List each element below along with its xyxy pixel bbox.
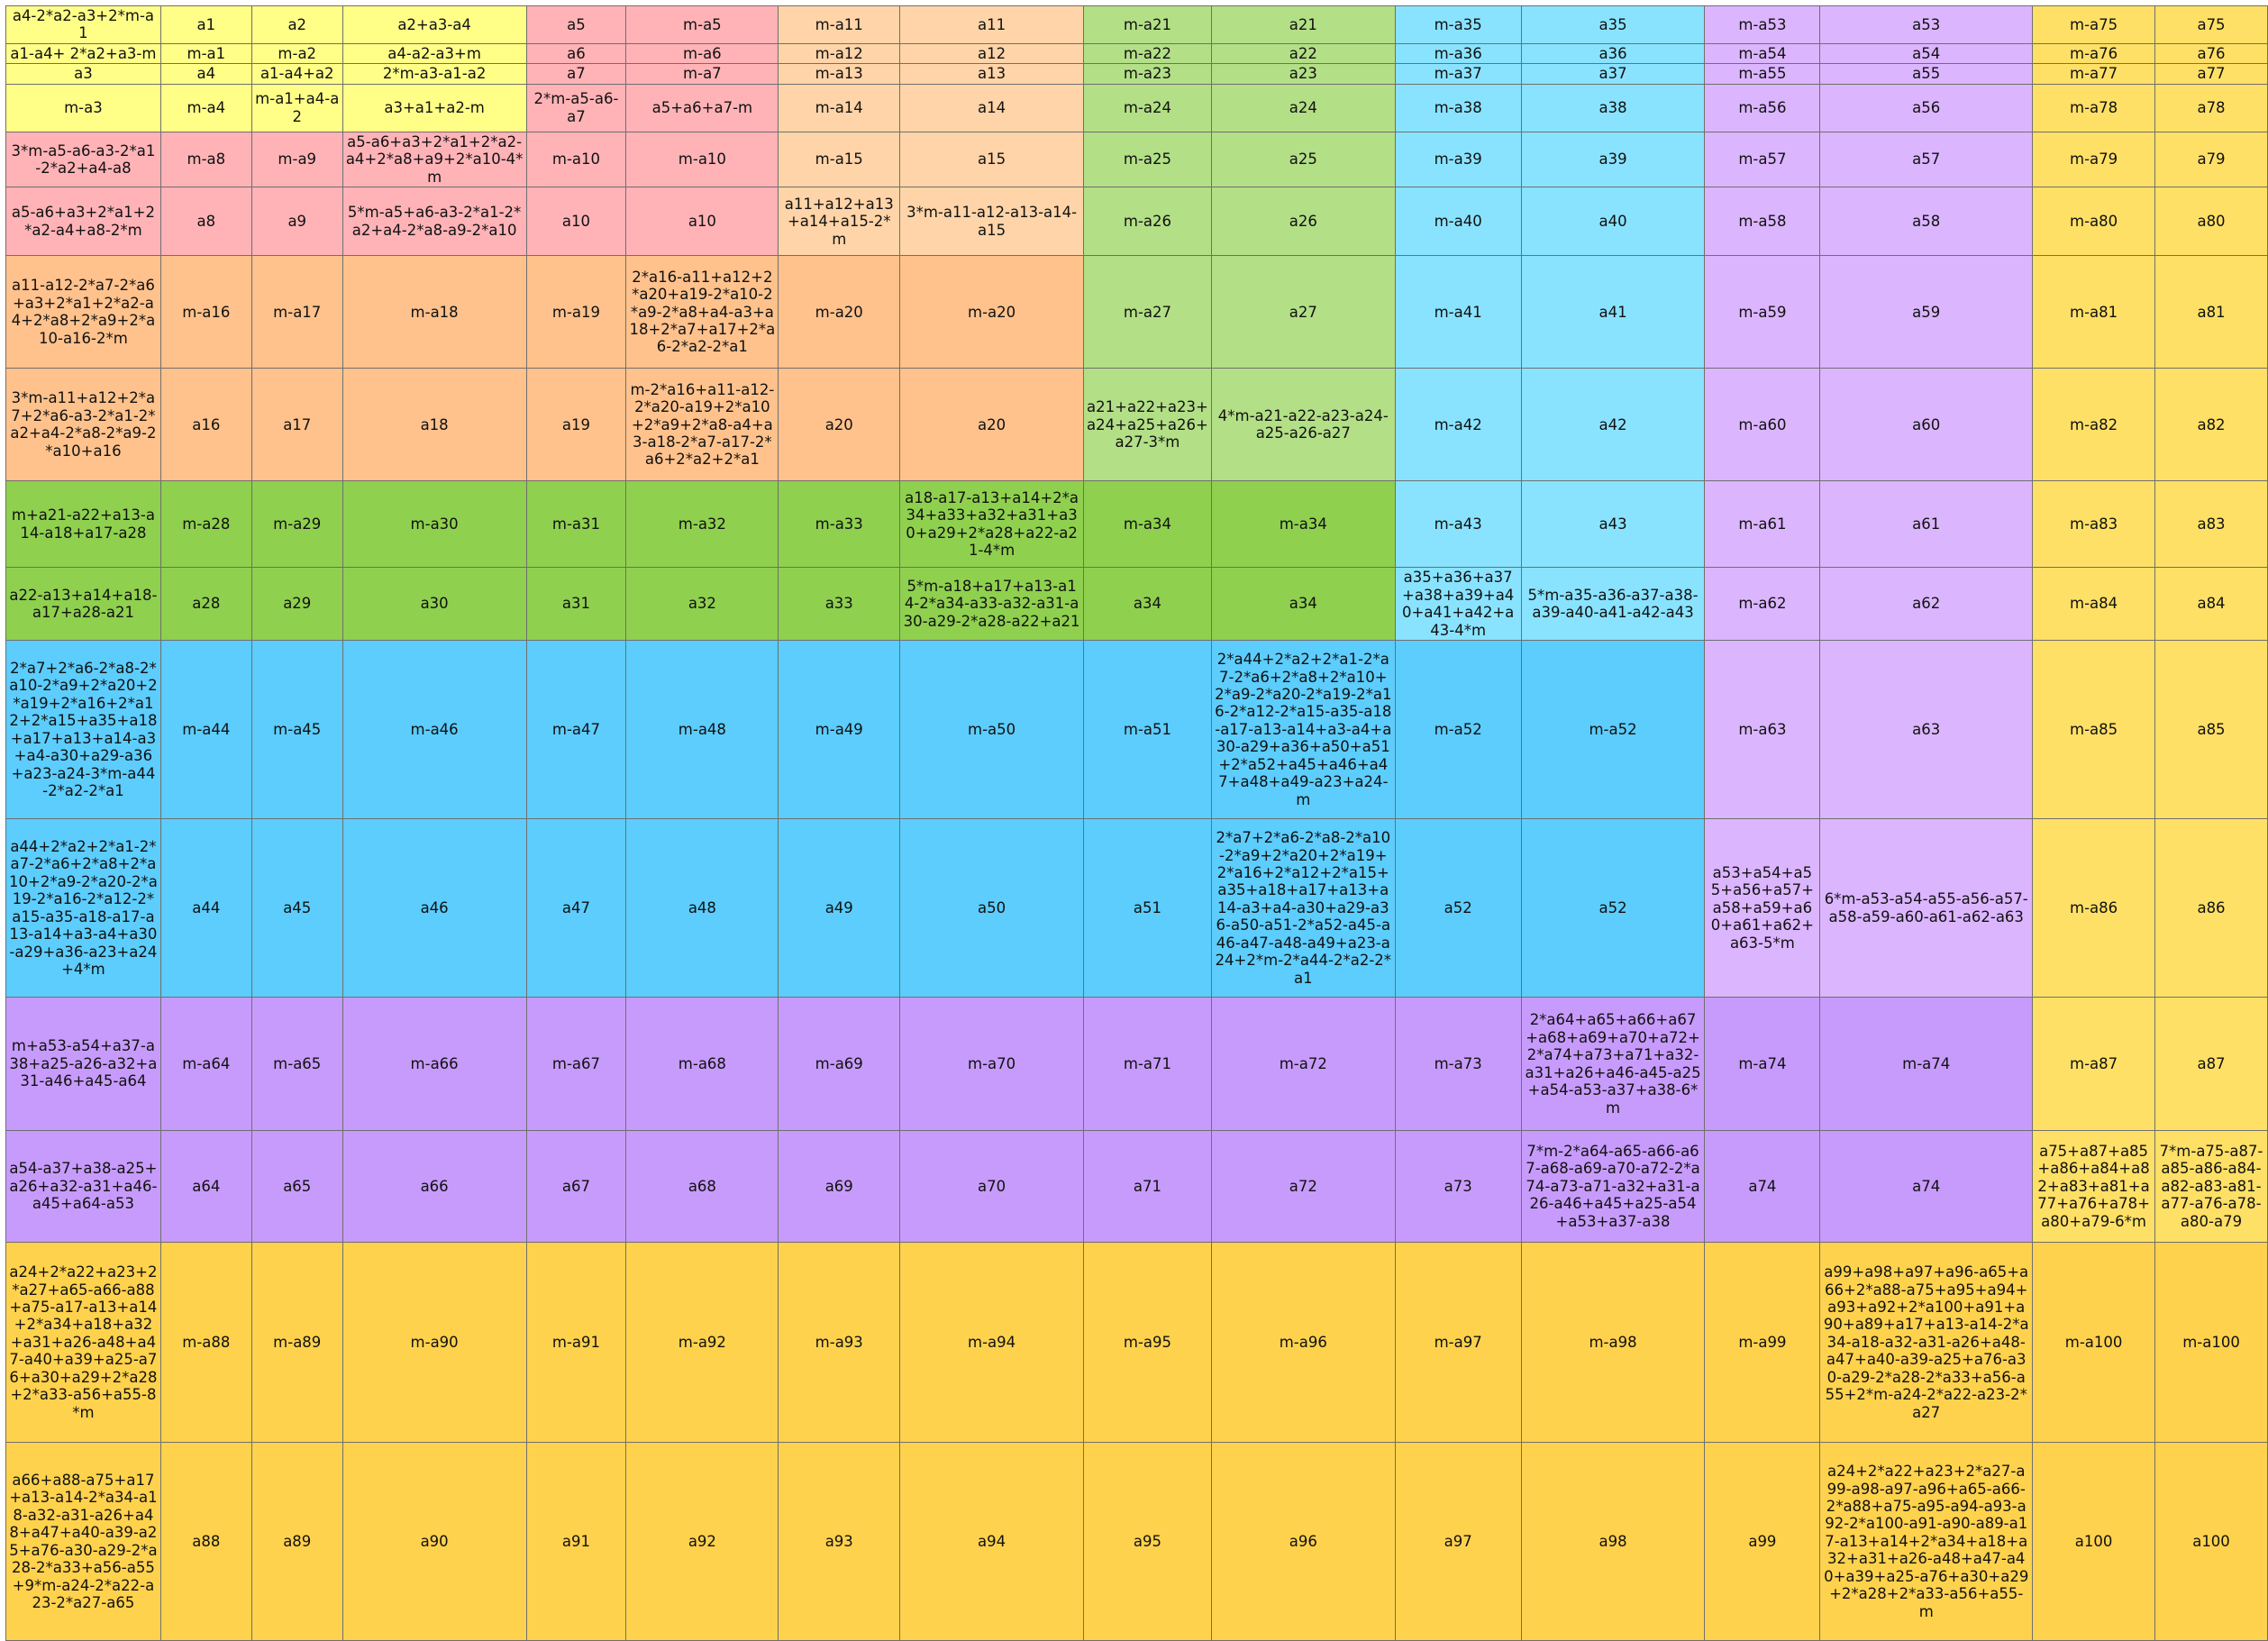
cell-r10-c1[interactable]: a22-a13+a14+a18-a17+a28-a21	[6, 568, 161, 641]
cell-r3-c10[interactable]: a23	[1211, 64, 1395, 84]
cell-r10-c13[interactable]: m-a62	[1705, 568, 1820, 641]
cell-r13-c2[interactable]: m-a64	[160, 998, 251, 1131]
cell-r12-c4[interactable]: a46	[342, 819, 526, 998]
cell-r4-c16[interactable]: a78	[2155, 84, 2268, 132]
table-row	[6, 64, 2268, 84]
cell-r6-c2[interactable]: a8	[160, 187, 251, 256]
table-row	[6, 1443, 2268, 1641]
cell-r14-c16[interactable]: 7*m-a75-a87-a85-a86-a84-a82-a83-a81-a77-a76-a78-a80-a79	[2155, 1131, 2268, 1243]
cell-r14-c5[interactable]: a67	[526, 1131, 626, 1243]
cell-r6-c8[interactable]: 3*m-a11-a12-a13-a14-a15	[900, 187, 1084, 256]
cell-r14-c3[interactable]: a65	[251, 1131, 342, 1243]
cell-r11-c6[interactable]: m-a48	[626, 641, 779, 819]
cell-r7-c13[interactable]: m-a59	[1705, 256, 1820, 369]
cell-r5-c9[interactable]: m-a25	[1084, 132, 1212, 187]
cell-r15-c15[interactable]: m-a100	[2033, 1243, 2155, 1443]
cell-r3-c8[interactable]: a13	[900, 64, 1084, 84]
table-row	[6, 84, 2268, 132]
cell-r1-c1[interactable]: a4-2*a2-a3+2*m-a1	[6, 6, 161, 44]
cell-r8-c10[interactable]: 4*m-a21-a22-a23-a24-a25-a26-a27	[1211, 369, 1395, 481]
cell-r14-c12[interactable]: 7*m-2*a64-a65-a66-a67-a68-a69-a70-a72-2*a74-a73-a71-a32+a31-a26-a46+a45+a25-a54+a53+a37-a38	[1521, 1131, 1705, 1243]
cell-r4-c12[interactable]: a38	[1521, 84, 1705, 132]
cell-r11-c9[interactable]: m-a51	[1084, 641, 1212, 819]
cell-r16-c9[interactable]: a95	[1084, 1443, 1212, 1641]
cell-r12-c6[interactable]: a48	[626, 819, 779, 998]
cell-r3-c7[interactable]: m-a13	[779, 64, 900, 84]
cell-r5-c4[interactable]: a5-a6+a3+2*a1+2*a2-a4+2*a8+a9+2*a10-4*m	[342, 132, 526, 187]
cell-r16-c3[interactable]: a89	[251, 1443, 342, 1641]
cell-r1-c13[interactable]: m-a53	[1705, 6, 1820, 44]
cell-r13-c16[interactable]: a87	[2155, 998, 2268, 1131]
cell-r11-c7[interactable]: m-a49	[779, 641, 900, 819]
cell-r1-c10[interactable]: a21	[1211, 6, 1395, 44]
cell-r15-c1[interactable]: a24+2*a22+a23+2*a27+a65-a66-a88+a75-a17-a13+a14+2*a34+a18+a32+a31+a26-a48+a47-a40+a39+a25-a76+a30+a29+2*a28+2*a33-a56+a55-8*m	[6, 1243, 161, 1443]
cell-r7-c6[interactable]: 2*a16-a11+a12+2*a20+a19-2*a10-2*a9-2*a8+a4-a3+a18+2*a7+a17+2*a6-2*a2-2*a1	[626, 256, 779, 369]
cell-r9-c4[interactable]: m-a30	[342, 481, 526, 568]
table-row	[6, 819, 2268, 998]
cell-r3-c14[interactable]: a55	[1820, 64, 2033, 84]
cell-r14-c11[interactable]: a73	[1395, 1131, 1521, 1243]
cell-r13-c14[interactable]: m-a74	[1820, 998, 2033, 1131]
cell-r1-c15[interactable]: m-a75	[2033, 6, 2155, 44]
cell-r6-c11[interactable]: m-a40	[1395, 187, 1521, 256]
cell-r15-c10[interactable]: m-a96	[1211, 1243, 1395, 1443]
cell-r15-c11[interactable]: m-a97	[1395, 1243, 1521, 1443]
cell-r2-c9[interactable]: m-a22	[1084, 43, 1212, 63]
cell-r7-c9[interactable]: m-a27	[1084, 256, 1212, 369]
cell-r7-c2[interactable]: m-a16	[160, 256, 251, 369]
cell-r11-c1[interactable]: 2*a7+2*a6-2*a8-2*a10-2*a9+2*a20+2*a19+2*a16+2*a12+2*a15+a35+a18+a17+a13+a14-a3+a4-a30+a29-a36+a23-a24-3*m-a44-2*a2-2*a1	[6, 641, 161, 819]
cell-r5-c2[interactable]: m-a8	[160, 132, 251, 187]
cell-r10-c5[interactable]: a31	[526, 568, 626, 641]
cell-r15-c6[interactable]: m-a92	[626, 1243, 779, 1443]
cell-r7-c8[interactable]: m-a20	[900, 256, 1084, 369]
cell-r4-c11[interactable]: m-a38	[1395, 84, 1521, 132]
cell-r14-c6[interactable]: a68	[626, 1131, 779, 1243]
table-row	[6, 369, 2268, 481]
cell-r8-c11[interactable]: m-a42	[1395, 369, 1521, 481]
cell-r2-c8[interactable]: a12	[900, 43, 1084, 63]
cell-r16-c15[interactable]: a100	[2033, 1443, 2155, 1641]
cell-r6-c10[interactable]: a26	[1211, 187, 1395, 256]
cell-r14-c10[interactable]: a72	[1211, 1131, 1395, 1243]
cell-r6-c3[interactable]: a9	[251, 187, 342, 256]
cell-r4-c9[interactable]: m-a24	[1084, 84, 1212, 132]
cell-r9-c13[interactable]: m-a61	[1705, 481, 1820, 568]
cell-r16-c16[interactable]: a100	[2155, 1443, 2268, 1641]
cell-r3-c13[interactable]: m-a55	[1705, 64, 1820, 84]
cell-r15-c12[interactable]: m-a98	[1521, 1243, 1705, 1443]
cell-r8-c9[interactable]: a21+a22+a23+a24+a25+a26+a27-3*m	[1084, 369, 1212, 481]
cell-r2-c7[interactable]: m-a12	[779, 43, 900, 63]
table-row	[6, 43, 2268, 63]
cell-r6-c9[interactable]: m-a26	[1084, 187, 1212, 256]
cell-r7-c12[interactable]: a41	[1521, 256, 1705, 369]
cell-r15-c13[interactable]: m-a99	[1705, 1243, 1820, 1443]
cell-r14-c14[interactable]: a74	[1820, 1131, 2033, 1243]
cell-r15-c5[interactable]: m-a91	[526, 1243, 626, 1443]
table-row	[6, 1131, 2268, 1243]
cell-r9-c10[interactable]: m-a34	[1211, 481, 1395, 568]
cell-r4-c3[interactable]: m-a1+a4-a2	[251, 84, 342, 132]
cell-r11-c10[interactable]: 2*a44+2*a2+2*a1-2*a7-2*a6+2*a8+2*a10+2*a9-2*a20-2*a19-2*a16-2*a12-2*a15-a35-a18-a17-a13-a14+a3-a4+a30-a29+a36+a50+a51+2*a52+a45+a46+a47+a48+a49-a23+a24-m	[1211, 641, 1395, 819]
cell-r15-c9[interactable]: m-a95	[1084, 1243, 1212, 1443]
cell-r1-c11[interactable]: m-a35	[1395, 6, 1521, 44]
cell-r14-c15[interactable]: a75+a87+a85+a86+a84+a82+a83+a81+a77+a76+a78+a80+a79-6*m	[2033, 1131, 2155, 1243]
cell-r10-c3[interactable]: a29	[251, 568, 342, 641]
cell-r8-c4[interactable]: a18	[342, 369, 526, 481]
cell-r3-c12[interactable]: a37	[1521, 64, 1705, 84]
cell-r13-c15[interactable]: m-a87	[2033, 998, 2155, 1131]
cell-r5-c7[interactable]: m-a15	[779, 132, 900, 187]
cell-r5-c6[interactable]: m-a10	[626, 132, 779, 187]
cell-r11-c15[interactable]: m-a85	[2033, 641, 2155, 819]
cell-r1-c16[interactable]: a75	[2155, 6, 2268, 44]
cell-r6-c14[interactable]: a58	[1820, 187, 2033, 256]
cell-r16-c2[interactable]: a88	[160, 1443, 251, 1641]
cell-r2-c14[interactable]: a54	[1820, 43, 2033, 63]
cell-r8-c14[interactable]: a60	[1820, 369, 2033, 481]
cell-r15-c8[interactable]: m-a94	[900, 1243, 1084, 1443]
cell-r7-c15[interactable]: m-a81	[2033, 256, 2155, 369]
cell-r10-c16[interactable]: a84	[2155, 568, 2268, 641]
cell-r1-c9[interactable]: m-a21	[1084, 6, 1212, 44]
cell-r11-c8[interactable]: m-a50	[900, 641, 1084, 819]
cell-r11-c4[interactable]: m-a46	[342, 641, 526, 819]
cell-r12-c15[interactable]: m-a86	[2033, 819, 2155, 998]
cell-r1-c2[interactable]: a1	[160, 6, 251, 44]
cell-r10-c12[interactable]: 5*m-a35-a36-a37-a38-a39-a40-a41-a42-a43	[1521, 568, 1705, 641]
cell-r14-c13[interactable]: a74	[1705, 1131, 1820, 1243]
cell-r8-c6[interactable]: m-2*a16+a11-a12-2*a20-a19+2*a10+2*a9+2*a8-a4+a3-a18-2*a7-a17-2*a6+2*a2+2*a1	[626, 369, 779, 481]
cell-r2-c13[interactable]: m-a54	[1705, 43, 1820, 63]
cell-r10-c2[interactable]: a28	[160, 568, 251, 641]
cell-r16-c4[interactable]: a90	[342, 1443, 526, 1641]
cell-r4-c1[interactable]: m-a3	[6, 84, 161, 132]
cell-r2-c11[interactable]: m-a36	[1395, 43, 1521, 63]
cell-r13-c8[interactable]: m-a70	[900, 998, 1084, 1131]
cell-r1-c5[interactable]: a5	[526, 6, 626, 44]
cell-r10-c14[interactable]: a62	[1820, 568, 2033, 641]
cell-r12-c9[interactable]: a51	[1084, 819, 1212, 998]
cell-r3-c2[interactable]: a4	[160, 64, 251, 84]
cell-r1-c6[interactable]: m-a5	[626, 6, 779, 44]
cell-r4-c15[interactable]: m-a78	[2033, 84, 2155, 132]
cell-r5-c1[interactable]: 3*m-a5-a6-a3-2*a1-2*a2+a4-a8	[6, 132, 161, 187]
cell-r11-c11[interactable]: m-a52	[1395, 641, 1521, 819]
cell-r8-c5[interactable]: a19	[526, 369, 626, 481]
cell-r16-c11[interactable]: a97	[1395, 1443, 1521, 1641]
cell-r9-c6[interactable]: m-a32	[626, 481, 779, 568]
table-row	[6, 641, 2268, 819]
cell-r3-c9[interactable]: m-a23	[1084, 64, 1212, 84]
table-row	[6, 6, 2268, 44]
cell-r13-c11[interactable]: m-a73	[1395, 998, 1521, 1131]
cell-r13-c3[interactable]: m-a65	[251, 998, 342, 1131]
cell-r1-c14[interactable]: a53	[1820, 6, 2033, 44]
cell-r4-c2[interactable]: m-a4	[160, 84, 251, 132]
cell-r9-c14[interactable]: a61	[1820, 481, 2033, 568]
cell-r14-c4[interactable]: a66	[342, 1131, 526, 1243]
cell-r6-c5[interactable]: a10	[526, 187, 626, 256]
cell-r9-c15[interactable]: m-a83	[2033, 481, 2155, 568]
cell-r6-c12[interactable]: a40	[1521, 187, 1705, 256]
cell-r5-c16[interactable]: a79	[2155, 132, 2268, 187]
cell-r8-c12[interactable]: a42	[1521, 369, 1705, 481]
cell-r2-c15[interactable]: m-a76	[2033, 43, 2155, 63]
cell-r8-c13[interactable]: m-a60	[1705, 369, 1820, 481]
table-row	[6, 187, 2268, 256]
cell-r10-c10[interactable]: a34	[1211, 568, 1395, 641]
cell-r15-c3[interactable]: m-a89	[251, 1243, 342, 1443]
cell-r6-c1[interactable]: a5-a6+a3+2*a1+2*a2-a4+a8-2*m	[6, 187, 161, 256]
cell-r3-c16[interactable]: a77	[2155, 64, 2268, 84]
cell-r4-c6[interactable]: a5+a6+a7-m	[626, 84, 779, 132]
magic-square-table	[5, 5, 2268, 1641]
cell-r1-c8[interactable]: a11	[900, 6, 1084, 44]
cell-r7-c7[interactable]: m-a20	[779, 256, 900, 369]
cell-r9-c8[interactable]: a18-a17-a13+a14+2*a34+a33+a32+a31+a30+a29+2*a28+a22-a21-4*m	[900, 481, 1084, 568]
cell-r10-c15[interactable]: m-a84	[2033, 568, 2155, 641]
cell-r7-c14[interactable]: a59	[1820, 256, 2033, 369]
cell-r5-c3[interactable]: m-a9	[251, 132, 342, 187]
table-row	[6, 568, 2268, 641]
cell-r15-c2[interactable]: m-a88	[160, 1243, 251, 1443]
cell-r13-c13[interactable]: m-a74	[1705, 998, 1820, 1131]
cell-r4-c4[interactable]: a3+a1+a2-m	[342, 84, 526, 132]
cell-r9-c12[interactable]: a43	[1521, 481, 1705, 568]
table-row	[6, 256, 2268, 369]
cell-r2-c16[interactable]: a76	[2155, 43, 2268, 63]
cell-r10-c11[interactable]: a35+a36+a37+a38+a39+a40+a41+a42+a43-4*m	[1395, 568, 1521, 641]
cell-r12-c2[interactable]: a44	[160, 819, 251, 998]
cell-r11-c3[interactable]: m-a45	[251, 641, 342, 819]
cell-r9-c3[interactable]: m-a29	[251, 481, 342, 568]
cell-r15-c4[interactable]: m-a90	[342, 1243, 526, 1443]
cell-r2-c1[interactable]: a1-a4+ 2*a2+a3-m	[6, 43, 161, 63]
cell-r2-c3[interactable]: m-a2	[251, 43, 342, 63]
cell-r14-c2[interactable]: a64	[160, 1131, 251, 1243]
cell-r5-c8[interactable]: a15	[900, 132, 1084, 187]
cell-r12-c3[interactable]: a45	[251, 819, 342, 998]
cell-r1-c7[interactable]: m-a11	[779, 6, 900, 44]
cell-r11-c13[interactable]: m-a63	[1705, 641, 1820, 819]
cell-r5-c13[interactable]: m-a57	[1705, 132, 1820, 187]
cell-r2-c2[interactable]: m-a1	[160, 43, 251, 63]
cell-r13-c5[interactable]: m-a67	[526, 998, 626, 1131]
cell-r10-c6[interactable]: a32	[626, 568, 779, 641]
cell-r12-c14[interactable]: 6*m-a53-a54-a55-a56-a57-a58-a59-a60-a61-a62-a63	[1820, 819, 2033, 998]
cell-r13-c1[interactable]: m+a53-a54+a37-a38+a25-a26-a32+a31-a46+a45-a64	[6, 998, 161, 1131]
cell-r7-c1[interactable]: a11-a12-2*a7-2*a6+a3+2*a1+2*a2-a4+2*a8+2*a9+2*a10-a16-2*m	[6, 256, 161, 369]
cell-r5-c12[interactable]: a39	[1521, 132, 1705, 187]
cell-r10-c8[interactable]: 5*m-a18+a17+a13-a14-2*a34-a33-a32-a31-a30-a29-2*a28-a22+a21	[900, 568, 1084, 641]
cell-r7-c5[interactable]: m-a19	[526, 256, 626, 369]
cell-r5-c11[interactable]: m-a39	[1395, 132, 1521, 187]
cell-r16-c1[interactable]: a66+a88-a75+a17+a13-a14-2*a34-a18-a32-a31-a26+a48+a47+a40-a39-a25+a76-a30-a29-2*a28-2*a33+a56-a55+9*m-a24-2*a22-a23-2*a27-a65	[6, 1443, 161, 1641]
cell-r10-c9[interactable]: a34	[1084, 568, 1212, 641]
cell-r16-c14[interactable]: a24+2*a22+a23+2*a27-a99-a98-a97-a96+a65-a66-2*a88+a75-a95-a94-a93-a92-2*a100-a91-a90-a89-a17-a13+a14+2*a34+a18+a32+a31+a26-a48+a47-a40+a39+a25-a76+a30+a29+2*a28+2*a33-a56+a55-m	[1820, 1443, 2033, 1641]
cell-r14-c9[interactable]: a71	[1084, 1131, 1212, 1243]
cell-r4-c14[interactable]: a56	[1820, 84, 2033, 132]
cell-r9-c11[interactable]: m-a43	[1395, 481, 1521, 568]
cell-r12-c12[interactable]: a52	[1521, 819, 1705, 998]
cell-r8-c2[interactable]: a16	[160, 369, 251, 481]
cell-r13-c10[interactable]: m-a72	[1211, 998, 1395, 1131]
cell-r2-c4[interactable]: a4-a2-a3+m	[342, 43, 526, 63]
cell-r3-c4[interactable]: 2*m-a3-a1-a2	[342, 64, 526, 84]
cell-r7-c4[interactable]: m-a18	[342, 256, 526, 369]
cell-r9-c7[interactable]: m-a33	[779, 481, 900, 568]
cell-r4-c5[interactable]: 2*m-a5-a6-a7	[526, 84, 626, 132]
cell-r5-c10[interactable]: a25	[1211, 132, 1395, 187]
cell-r5-c14[interactable]: a57	[1820, 132, 2033, 187]
cell-r12-c8[interactable]: a50	[900, 819, 1084, 998]
cell-r11-c16[interactable]: a85	[2155, 641, 2268, 819]
cell-r5-c5[interactable]: m-a10	[526, 132, 626, 187]
cell-r4-c10[interactable]: a24	[1211, 84, 1395, 132]
cell-r9-c9[interactable]: m-a34	[1084, 481, 1212, 568]
cell-r10-c7[interactable]: a33	[779, 568, 900, 641]
cell-r9-c5[interactable]: m-a31	[526, 481, 626, 568]
cell-r3-c6[interactable]: m-a7	[626, 64, 779, 84]
cell-r1-c4[interactable]: a2+a3-a4	[342, 6, 526, 44]
cell-r15-c16[interactable]: m-a100	[2155, 1243, 2268, 1443]
cell-r12-c13[interactable]: a53+a54+a55+a56+a57+a58+a59+a60+a61+a62+a63-5*m	[1705, 819, 1820, 998]
cell-r11-c12[interactable]: m-a52	[1521, 641, 1705, 819]
cell-r12-c11[interactable]: a52	[1395, 819, 1521, 998]
cell-r14-c8[interactable]: a70	[900, 1131, 1084, 1243]
cell-r6-c13[interactable]: m-a58	[1705, 187, 1820, 256]
cell-r3-c15[interactable]: m-a77	[2033, 64, 2155, 84]
cell-r7-c10[interactable]: a27	[1211, 256, 1395, 369]
cell-r13-c6[interactable]: m-a68	[626, 998, 779, 1131]
cell-r3-c5[interactable]: a7	[526, 64, 626, 84]
table-body	[6, 6, 2268, 1641]
cell-r14-c1[interactable]: a54-a37+a38-a25+a26+a32-a31+a46-a45+a64-a53	[6, 1131, 161, 1243]
table-row	[6, 998, 2268, 1131]
cell-r9-c1[interactable]: m+a21-a22+a13-a14-a18+a17-a28	[6, 481, 161, 568]
cell-r8-c1[interactable]: 3*m-a11+a12+2*a7+2*a6-a3-2*a1-2*a2+a4-2*a8-2*a9-2*a10+a16	[6, 369, 161, 481]
cell-r12-c1[interactable]: a44+2*a2+2*a1-2*a7-2*a6+2*a8+2*a10+2*a9-2*a20-2*a19-2*a16-2*a12-2*a15-a35-a18-a17-a13-a14+a3-a4+a30-a29+a36-a23+a24+4*m	[6, 819, 161, 998]
cell-r8-c8[interactable]: a20	[900, 369, 1084, 481]
cell-r11-c2[interactable]: m-a44	[160, 641, 251, 819]
cell-r9-c16[interactable]: a83	[2155, 481, 2268, 568]
cell-r8-c15[interactable]: m-a82	[2033, 369, 2155, 481]
cell-r3-c1[interactable]: a3	[6, 64, 161, 84]
cell-r6-c15[interactable]: m-a80	[2033, 187, 2155, 256]
cell-r3-c3[interactable]: a1-a4+a2	[251, 64, 342, 84]
cell-r13-c12[interactable]: 2*a64+a65+a66+a67+a68+a69+a70+a72+2*a74+a73+a71+a32-a31+a26+a46-a45-a25+a54-a53-a37+a38-6*m	[1521, 998, 1705, 1131]
cell-r1-c3[interactable]: a2	[251, 6, 342, 44]
cell-r14-c7[interactable]: a69	[779, 1131, 900, 1243]
cell-r15-c7[interactable]: m-a93	[779, 1243, 900, 1443]
cell-r16-c12[interactable]: a98	[1521, 1443, 1705, 1641]
cell-r11-c5[interactable]: m-a47	[526, 641, 626, 819]
cell-r16-c10[interactable]: a96	[1211, 1443, 1395, 1641]
cell-r12-c5[interactable]: a47	[526, 819, 626, 998]
cell-r12-c16[interactable]: a86	[2155, 819, 2268, 998]
cell-r6-c4[interactable]: 5*m-a5+a6-a3-2*a1-2*a2+a4-2*a8-a9-2*a10	[342, 187, 526, 256]
cell-r6-c16[interactable]: a80	[2155, 187, 2268, 256]
cell-r5-c15[interactable]: m-a79	[2033, 132, 2155, 187]
table-row	[6, 481, 2268, 568]
cell-r13-c9[interactable]: m-a71	[1084, 998, 1212, 1131]
cell-r2-c12[interactable]: a36	[1521, 43, 1705, 63]
cell-r8-c7[interactable]: a20	[779, 369, 900, 481]
cell-r11-c14[interactable]: a63	[1820, 641, 2033, 819]
cell-r13-c4[interactable]: m-a66	[342, 998, 526, 1131]
cell-r10-c4[interactable]: a30	[342, 568, 526, 641]
cell-r9-c2[interactable]: m-a28	[160, 481, 251, 568]
cell-r7-c16[interactable]: a81	[2155, 256, 2268, 369]
cell-r6-c6[interactable]: a10	[626, 187, 779, 256]
cell-r1-c12[interactable]: a35	[1521, 6, 1705, 44]
cell-r16-c5[interactable]: a91	[526, 1443, 626, 1641]
cell-r4-c13[interactable]: m-a56	[1705, 84, 1820, 132]
cell-r6-c7[interactable]: a11+a12+a13+a14+a15-2*m	[779, 187, 900, 256]
table-row	[6, 1243, 2268, 1443]
table-row	[6, 132, 2268, 187]
cell-r16-c7[interactable]: a93	[779, 1443, 900, 1641]
cell-r12-c7[interactable]: a49	[779, 819, 900, 998]
cell-r13-c7[interactable]: m-a69	[779, 998, 900, 1131]
cell-r2-c6[interactable]: m-a6	[626, 43, 779, 63]
cell-r16-c8[interactable]: a94	[900, 1443, 1084, 1641]
cell-r2-c5[interactable]: a6	[526, 43, 626, 63]
cell-r7-c3[interactable]: m-a17	[251, 256, 342, 369]
cell-r2-c10[interactable]: a22	[1211, 43, 1395, 63]
cell-r3-c11[interactable]: m-a37	[1395, 64, 1521, 84]
cell-r7-c11[interactable]: m-a41	[1395, 256, 1521, 369]
cell-r4-c8[interactable]: a14	[900, 84, 1084, 132]
cell-r8-c16[interactable]: a82	[2155, 369, 2268, 481]
cell-r8-c3[interactable]: a17	[251, 369, 342, 481]
cell-r4-c7[interactable]: m-a14	[779, 84, 900, 132]
cell-r15-c14[interactable]: a99+a98+a97+a96-a65+a66+2*a88-a75+a95+a94+a93+a92+2*a100+a91+a90+a89+a17+a13-a14-2*a34-a18-a32-a31-a26+a48-a47+a40-a39-a25+a76-a30-a29-2*a28-2*a33+a56-a55+2*m-a24-2*a22-a23-2*a27	[1820, 1243, 2033, 1443]
cell-r16-c6[interactable]: a92	[626, 1443, 779, 1641]
cell-r16-c13[interactable]: a99	[1705, 1443, 1820, 1641]
cell-r12-c10[interactable]: 2*a7+2*a6-2*a8-2*a10-2*a9+2*a20+2*a19+2*a16+2*a12+2*a15+a35+a18+a17+a13+a14-a3+a4-a30+a29-a36-a50-a51-2*a52-a45-a46-a47-a48-a49+a23-a24+2*m-2*a44-2*a2-2*a1	[1211, 819, 1395, 998]
